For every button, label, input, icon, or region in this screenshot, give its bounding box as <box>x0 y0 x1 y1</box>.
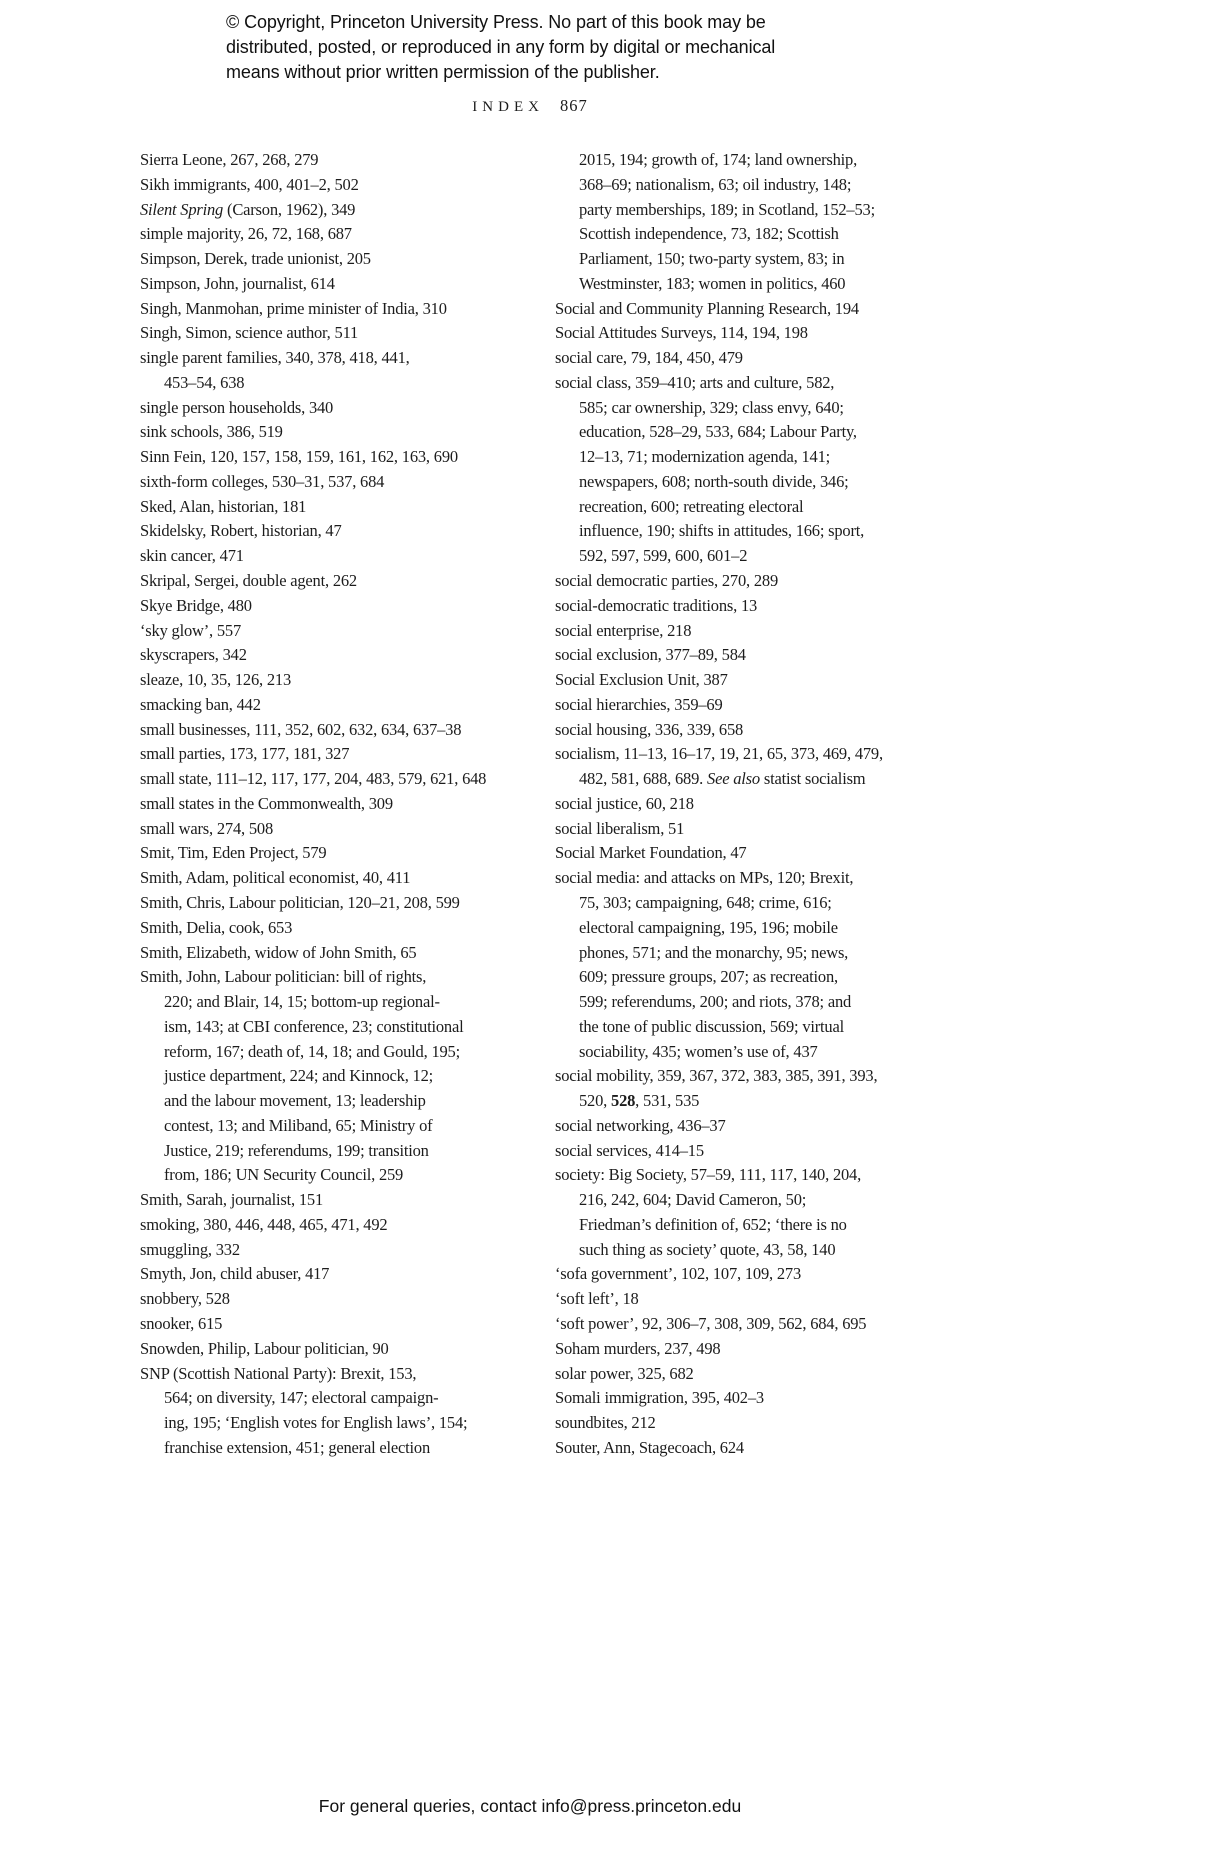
index-entry-line: 2015, 194; growth of, 174; land ownership, <box>579 150 858 169</box>
index-entry-line: social services, 414–15 <box>555 1140 704 1160</box>
index-entry <box>140 767 532 792</box>
index-entry <box>140 693 532 718</box>
index-entry <box>140 866 532 891</box>
index-entry <box>555 1312 947 1337</box>
index-entry-line: and the labour movement, 13; leadership <box>164 1091 426 1111</box>
index-entry-line: snooker, 615 <box>140 1313 223 1333</box>
index-entry-line: Skripal, Sergei, double agent, 262 <box>140 571 357 591</box>
index-entry <box>140 544 532 569</box>
index-entry-line: ‘sky glow’, 557 <box>140 620 242 640</box>
index-entry-line: sixth-form colleges, 530–31, 537, 684 <box>140 471 385 491</box>
index-entry-line: Westminster, 183; women in politics, 460 <box>579 273 846 293</box>
index-entry <box>140 495 532 520</box>
index-entry-line: ‘sofa government’, 102, 107, 109, 273 <box>555 1264 802 1284</box>
index-entry <box>140 1312 532 1337</box>
index-entry <box>140 594 532 619</box>
index-entry-line: 564; on diversity, 147; electoral campaign- <box>164 1388 439 1408</box>
index-entry-line: Sked, Alan, historian, 181 <box>140 496 307 516</box>
index-entry-line: Friedman’s definition of, 652; ‘there is no <box>579 1214 847 1234</box>
index-entry <box>140 569 532 594</box>
index-entry-line: Simpson, Derek, trade unionist, 205 <box>140 249 371 269</box>
index-entry-line: social-democratic traditions, 13 <box>555 595 758 615</box>
index-entry <box>140 742 532 767</box>
index-entry-line: Smith, Sarah, journalist, 151 <box>140 1190 324 1210</box>
index-entry-line: Somali immigration, 395, 402–3 <box>555 1388 764 1408</box>
index-entry <box>555 1362 947 1387</box>
index-entry-line: 592, 597, 599, 600, 601–2 <box>579 546 748 566</box>
index-entry <box>555 1411 947 1436</box>
index-entry <box>140 1213 532 1238</box>
index-entry <box>140 792 532 817</box>
index-entry-line: social hierarchies, 359–69 <box>555 694 723 714</box>
index-entry-line: Smith, Delia, cook, 653 <box>140 917 293 937</box>
index-entry-line: Social and Community Planning Research, 194 <box>555 298 859 318</box>
index-entry-line: Souter, Ann, Stagecoach, 624 <box>555 1437 744 1457</box>
index-entry <box>555 866 947 1064</box>
index-entry-line: skyscrapers, 342 <box>140 645 247 665</box>
index-entry-line: SNP (Scottish National Party): Brexit, 153, <box>140 1363 417 1383</box>
index-entry-line: social care, 79, 184, 450, 479 <box>555 348 743 368</box>
index-entry-line: sociability, 435; women’s use of, 437 <box>579 1041 818 1061</box>
index-entry-line: justice department, 224; and Kinnock, 12; <box>164 1066 434 1086</box>
index-entry-line: newspapers, 608; north-south divide, 346; <box>579 471 849 491</box>
index-entry-line: single parent families, 340, 378, 418, 441, <box>140 348 410 368</box>
index-entry-line: Scottish independence, 73, 182; Scottish <box>579 224 839 244</box>
index-entry-line: Snowden, Philip, Labour politician, 90 <box>140 1338 389 1358</box>
index-entry <box>140 346 532 396</box>
index-entry-line: Singh, Manmohan, prime minister of India, 310 <box>140 298 447 318</box>
index-entry-line: the tone of public discussion, 569; virtual <box>579 1016 844 1036</box>
index-entry <box>140 148 532 173</box>
index-entry-line: 599; referendums, 200; and riots, 378; and <box>579 992 852 1012</box>
index-entry-line: influence, 190; shifts in attitudes, 166; sport, <box>579 521 865 541</box>
index-entry-line: social exclusion, 377–89, 584 <box>555 645 746 665</box>
index-entry <box>555 371 947 569</box>
index-entry-line: single person households, 340 <box>140 397 334 417</box>
index-entry <box>140 841 532 866</box>
index-entry <box>140 519 532 544</box>
index-entry <box>140 916 532 941</box>
index-entry <box>555 817 947 842</box>
index-entry-line: social housing, 336, 339, 658 <box>555 719 744 739</box>
index-entry <box>555 718 947 743</box>
index-entry <box>555 346 947 371</box>
index-entry-line: social enterprise, 218 <box>555 620 692 640</box>
index-entry <box>140 718 532 743</box>
index-entry-line: 585; car ownership, 329; class envy, 640; <box>579 397 844 417</box>
index-entry-line: Singh, Simon, science author, 511 <box>140 323 359 343</box>
index-entry-line: small states in the Commonwealth, 309 <box>140 793 393 813</box>
index-column-right <box>555 148 947 1461</box>
index-entry <box>140 247 532 272</box>
page-header <box>140 96 920 116</box>
index-entry-line: skin cancer, 471 <box>140 546 244 566</box>
index-entry <box>140 1238 532 1263</box>
index-entry-line: 220; and Blair, 14, 15; bottom-up regional- <box>164 992 440 1012</box>
index-entry-line: soundbites, 212 <box>555 1413 656 1433</box>
index-entry-line: sleaze, 10, 35, 126, 213 <box>140 670 291 690</box>
index-entry <box>555 148 947 297</box>
index-entry-line: reform, 167; death of, 14, 18; and Gould, 195; <box>164 1041 460 1061</box>
index-entry-line: Smit, Tim, Eden Project, 579 <box>140 843 327 863</box>
index-entry-line: Social Exclusion Unit, 387 <box>555 670 728 690</box>
index-entry <box>140 817 532 842</box>
index-entry-line: small wars, 274, 508 <box>140 818 274 838</box>
index-entry-line: from, 186; UN Security Council, 259 <box>164 1165 404 1185</box>
index-entry <box>140 941 532 966</box>
index-entry <box>140 173 532 198</box>
index-entry-line: Sikh immigrants, 400, 401–2, 502 <box>140 174 359 194</box>
index-entry <box>555 619 947 644</box>
index-entry-line: franchise extension, 451; general election <box>164 1437 431 1457</box>
index-entry-line: Smith, Adam, political economist, 40, 411 <box>140 868 411 888</box>
index-entry-line: phones, 571; and the monarchy, 95; news, <box>579 942 849 962</box>
footer-text: For general queries, contact info@press.princeton.edu <box>318 1796 742 1816</box>
index-entry <box>140 1262 532 1287</box>
index-entry <box>555 297 947 322</box>
index-entry <box>555 1287 947 1312</box>
index-entry-line: Smith, John, Labour politician: bill of rights, <box>140 967 427 987</box>
index-entry-line: smoking, 380, 446, 448, 465, 471, 492 <box>140 1214 388 1234</box>
index-entry <box>555 569 947 594</box>
index-entry-line: ‘soft power’, 92, 306–7, 308, 309, 562, 684, 695 <box>555 1313 867 1333</box>
index-entry-line: Smith, Chris, Labour politician, 120–21, 208, 599 <box>140 892 460 912</box>
index-entry-line: socialism, 11–13, 16–17, 19, 21, 65, 373, 469, 479, <box>555 744 883 764</box>
index-entry <box>140 1287 532 1312</box>
index-entry-line: Soham murders, 237, 498 <box>555 1338 721 1358</box>
index-entry-line: social networking, 436–37 <box>555 1115 726 1135</box>
index-entry-line: Social Attitudes Surveys, 114, 194, 198 <box>555 323 808 343</box>
index-entry-line: such thing as society’ quote, 43, 58, 140 <box>579 1239 836 1259</box>
index-entry <box>140 222 532 247</box>
index-entry <box>140 891 532 916</box>
index-entry <box>555 742 947 792</box>
index-entry-line: small state, 111–12, 117, 177, 204, 483, 579, 621, 648 <box>140 769 487 789</box>
index-entry-line: 12–13, 71; modernization agenda, 141; <box>579 447 831 467</box>
copyright-notice <box>226 10 775 85</box>
index-entry <box>140 321 532 346</box>
section-title: INDEX <box>472 99 544 115</box>
index-entry-line: social class, 359–410; arts and culture, 582, <box>555 372 835 392</box>
index-entry <box>140 643 532 668</box>
copyright-line: means without prior written permission of the publisher. <box>226 62 660 82</box>
index-entry-line: party memberships, 189; in Scotland, 152–53; <box>579 199 875 219</box>
index-entry <box>140 668 532 693</box>
index-entry-line: ism, 143; at CBI conference, 23; constitutional <box>164 1016 464 1036</box>
index-entry <box>555 792 947 817</box>
index-entry-line: small parties, 173, 177, 181, 327 <box>140 744 350 764</box>
index-entry-line: electoral campaigning, 195, 196; mobile <box>579 917 838 937</box>
index-entry-line: Skye Bridge, 480 <box>140 595 252 615</box>
index-entry <box>555 1114 947 1139</box>
index-entry <box>555 1337 947 1362</box>
index-entry-line: Sinn Fein, 120, 157, 158, 159, 161, 162, 163, 690 <box>140 447 458 467</box>
index-entry-line: ‘soft left’, 18 <box>555 1289 639 1309</box>
index-entry <box>140 198 532 223</box>
index-entry <box>140 965 532 1188</box>
index-entry <box>555 1436 947 1461</box>
index-entry <box>555 668 947 693</box>
index-entry <box>555 643 947 668</box>
index-entry <box>555 1139 947 1164</box>
index-entry <box>555 1262 947 1287</box>
index-entry-line: contest, 13; and Miliband, 65; Ministry of <box>164 1115 433 1135</box>
index-entry <box>555 1064 947 1114</box>
index-entry <box>140 1337 532 1362</box>
index-entry-line: solar power, 325, 682 <box>555 1363 694 1383</box>
index-entry-line: Parliament, 150; two-party system, 83; in <box>579 249 845 269</box>
index-entry-line: 368–69; nationalism, 63; oil industry, 148; <box>579 174 852 194</box>
index-entry-line: Smyth, Jon, child abuser, 417 <box>140 1264 330 1284</box>
index-entry <box>140 297 532 322</box>
index-entry-line: social media: and attacks on MPs, 120; Brexit, <box>555 868 854 888</box>
index-entry <box>140 396 532 421</box>
index-entry <box>140 445 532 470</box>
index-entry <box>140 470 532 495</box>
index-entry <box>140 1362 532 1461</box>
index-entry-line: education, 528–29, 533, 684; Labour Party, <box>579 422 857 442</box>
page-number: 867 <box>559 96 588 115</box>
index-entry <box>555 321 947 346</box>
index-entry-line: 75, 303; campaigning, 648; crime, 616; <box>579 892 832 912</box>
index-entry-line: social mobility, 359, 367, 372, 383, 385, 391, 393, <box>555 1066 878 1086</box>
index-entry <box>140 272 532 297</box>
index-entry-line: Social Market Foundation, 47 <box>555 843 747 863</box>
index-entry <box>555 1163 947 1262</box>
index-entry-line: 482, 581, 688, 689. See also statist socialism <box>579 769 866 789</box>
index-entry-line: ing, 195; ‘English votes for English laws’, 154; <box>164 1413 468 1433</box>
index-entry <box>555 693 947 718</box>
index-entry-line: social justice, 60, 218 <box>555 793 694 813</box>
index-entry-line: Silent Spring (Carson, 1962), 349 <box>140 199 356 219</box>
index-entry <box>140 1188 532 1213</box>
index-entry-line: 216, 242, 604; David Cameron, 50; <box>579 1190 807 1210</box>
index-entry <box>140 420 532 445</box>
index-entry-line: sink schools, 386, 519 <box>140 422 283 442</box>
index-entry <box>555 594 947 619</box>
index-entry-line: Simpson, John, journalist, 614 <box>140 273 335 293</box>
index-entry-line: social liberalism, 51 <box>555 818 685 838</box>
index-entry-line: 609; pressure groups, 207; as recreation, <box>579 967 838 987</box>
index-entry-line: recreation, 600; retreating electoral <box>579 496 804 516</box>
index-entry <box>140 619 532 644</box>
index-column-left <box>140 148 532 1461</box>
index-entry-line: 453–54, 638 <box>164 372 245 392</box>
index-entry-line: small businesses, 111, 352, 602, 632, 634, 637–38 <box>140 719 462 739</box>
index-entry-line: Sierra Leone, 267, 268, 279 <box>140 150 319 169</box>
index-entry <box>555 841 947 866</box>
index-entry-line: 520, 528, 531, 535 <box>579 1091 700 1111</box>
page-footer <box>140 1796 920 1817</box>
index-entry-line: smuggling, 332 <box>140 1239 240 1259</box>
index-entry-line: Justice, 219; referendums, 199; transition <box>164 1140 429 1160</box>
index-entry-line: smacking ban, 442 <box>140 694 261 714</box>
index-entry-line: society: Big Society, 57–59, 111, 117, 140, 204, <box>555 1165 862 1185</box>
index-entry-line: Skidelsky, Robert, historian, 47 <box>140 521 342 541</box>
index-entry <box>555 1386 947 1411</box>
index-entry-line: simple majority, 26, 72, 168, 687 <box>140 224 352 244</box>
index-entry-line: social democratic parties, 270, 289 <box>555 571 779 591</box>
copyright-line: distributed, posted, or reproduced in any form by digital or mechanical <box>226 37 776 57</box>
index-entry-line: Smith, Elizabeth, widow of John Smith, 65 <box>140 942 417 962</box>
copyright-line: © Copyright, Princeton University Press. No part of this book may be <box>226 12 766 32</box>
index-entry-line: snobbery, 528 <box>140 1289 230 1309</box>
